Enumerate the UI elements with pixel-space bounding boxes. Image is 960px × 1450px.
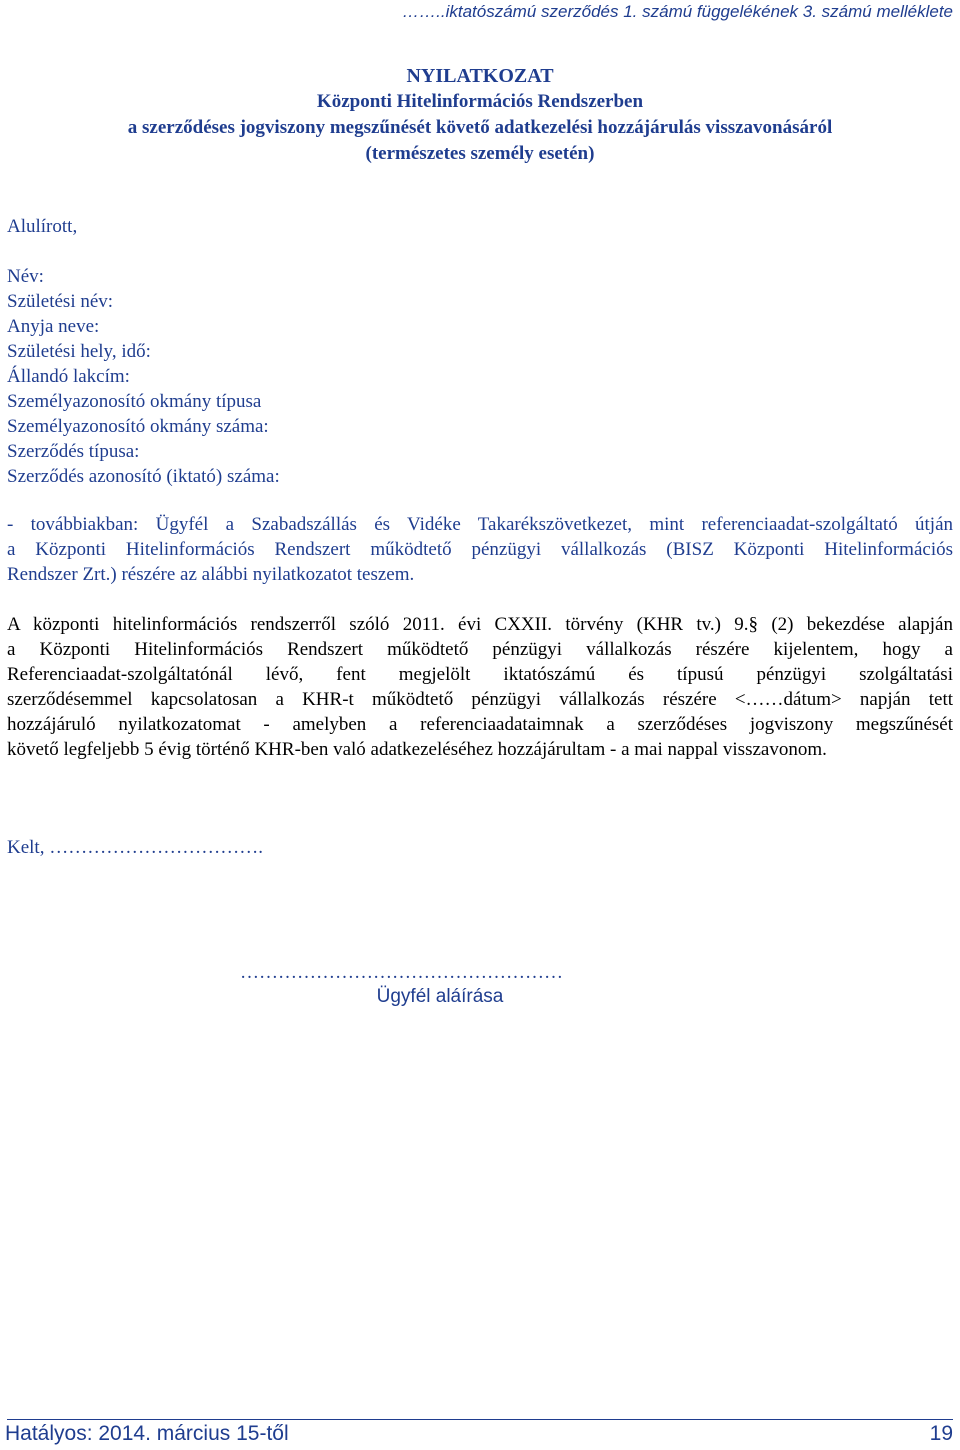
intro-text: Alulírott, (7, 216, 78, 237)
personal-data-fields (7, 264, 280, 489)
paragraph-revocation (7, 612, 953, 762)
field-id-document-type: Személyazonosító okmány típusa (7, 391, 262, 412)
field-contract-id: Szerződés azonosító (iktató) száma: (7, 466, 280, 487)
paragraph-line: a Központi Hitelinformációs Rendszert működtető pénzügyi vállalkozás részére kijelentem, hogy a (7, 639, 953, 660)
paragraph-line: követő legfeljebb 5 évig történő KHR-ben való adatkezeléséhez hozzájárultam - a mai nappal visszavonom. (7, 739, 827, 760)
signature-line: …………………………………………… (240, 962, 563, 983)
paragraph-line: Rendszer Zrt.) részére az alábbi nyilatkozatot teszem. (7, 564, 415, 585)
footer-effective-date: Hatályos: 2014. március 15-től (5, 1422, 289, 1445)
title-line-2: Központi Hitelinformációs Rendszerben (316, 91, 644, 112)
field-permanent-address: Állandó lakcím: (7, 366, 130, 387)
signature-label: Ügyfél aláírása (376, 986, 504, 1007)
paragraph-line: Referenciaadat-szolgáltatónál lévő, fent megjelölt iktatószámú és típusú pénzügyi szolgáltatási (7, 664, 953, 685)
title-line-4: (természetes személy esetén) (365, 143, 595, 164)
field-mother-name: Anyja neve: (7, 316, 100, 337)
title-line-3: a szerződéses jogviszony megszűnését követő adatkezelési hozzájárulás visszavonásáról (127, 117, 833, 138)
field-contract-type: Szerződés típusa: (7, 441, 140, 462)
paragraph-line: - továbbiakban: Ügyfél a Szabadszállás és Vidéke Takarékszövetkezet, mint referenciaadat-szolgáltató útján (7, 514, 953, 535)
footer-divider (7, 1419, 953, 1420)
place-date-line: Kelt, ……………………………. (7, 837, 263, 858)
field-name: Név: (7, 266, 44, 287)
field-birth-name: Születési név: (7, 291, 114, 312)
field-birth-place-date: Születési hely, idő: (7, 341, 151, 362)
paragraph-line: hozzájáruló nyilatkozatomat - amelyben a referenciaadataimnak a szerződéses jogviszony megszűnését (7, 714, 953, 735)
paragraph-line: a Központi Hitelinformációs Rendszert működtető pénzügyi vállalkozás (BISZ Központi Hitelinformációs (7, 539, 953, 560)
document-title (0, 63, 960, 167)
title-line-1: NYILATKOZAT (406, 65, 554, 87)
annex-reference: ……..iktatószámú szerződés 1. számú függelékének 3. számú melléklete (402, 2, 953, 21)
page-number: 19 (929, 1422, 953, 1445)
field-id-document-number: Személyazonosító okmány száma: (7, 416, 269, 437)
paragraph-client-declaration (7, 512, 953, 587)
paragraph-line: A központi hitelinformációs rendszerről szóló 2011. évi CXXII. törvény (KHR tv.) 9.§ (2) bekezdése alapján (7, 614, 953, 635)
paragraph-line: szerződésemmel kapcsolatosan a KHR-t működtető pénzügyi vállalkozás részére <……dátum> napján tett (7, 689, 953, 710)
